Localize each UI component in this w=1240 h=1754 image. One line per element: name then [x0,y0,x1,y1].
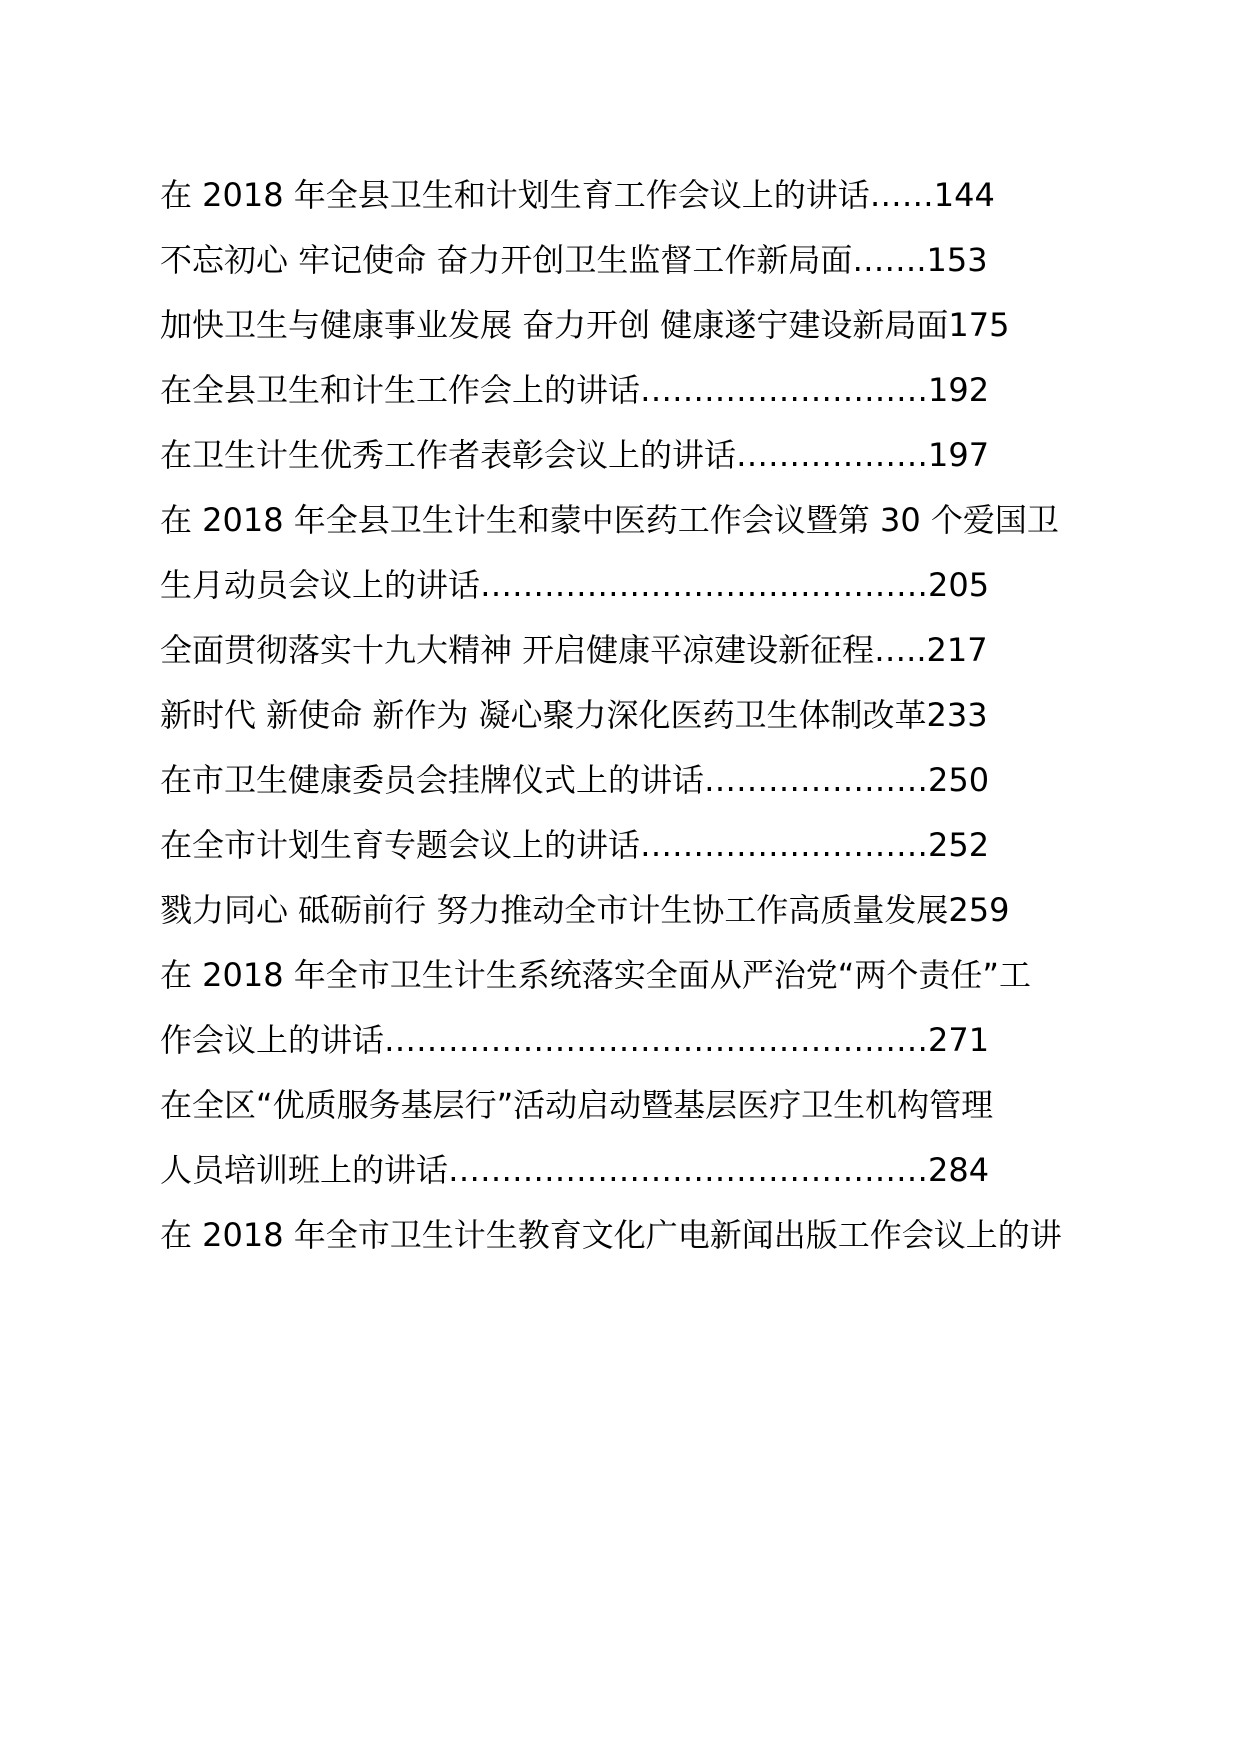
toc-line: 在 2018 年全县卫生和计划生育工作会议上的讲话……144 [160,176,995,214]
toc-line: 在全区“优质服务基层行”活动启动暨基层医疗卫生机构管理 [160,1086,994,1124]
toc-line: 新时代 新使命 新作为 凝心聚力深化医药卫生体制改革233 [160,696,988,734]
toc-line: 在卫生计生优秀工作者表彰会议上的讲话………………197 [160,436,990,474]
toc-line: 在 2018 年全县卫生计生和蒙中医药工作会议暨第 30 个爱国卫 [160,501,1059,539]
toc-line: 加快卫生与健康事业发展 奋力开创 健康遂宁建设新局面175 [160,306,1010,344]
toc-line: 作会议上的讲话……………………………………………271 [160,1021,990,1059]
toc-line: 不忘初心 牢记使命 奋力开创卫生监督工作新局面…….153 [160,241,988,279]
toc-line: 戮力同心 砥砺前行 努力推动全市计生协工作高质量发展259 [160,891,1010,929]
toc-line: 人员培训班上的讲话………………………………………284 [160,1151,990,1189]
toc-line: 生月动员会议上的讲话……………………………………205 [160,566,990,604]
toc-line: 在 2018 年全市卫生计生教育文化广电新闻出版工作会议上的讲 [160,1216,1062,1254]
toc-line: 全面贯彻落实十九大精神 开启健康平凉建设新征程…..217 [160,631,988,669]
toc-line: 在全县卫生和计生工作会上的讲话………………………192 [160,371,990,409]
toc-line: 在 2018 年全市卫生计生系统落实全面从严治党“两个责任”工 [160,956,1031,994]
table-of-contents [160,163,1100,1268]
toc-line: 在市卫生健康委员会挂牌仪式上的讲话…………………250 [160,761,990,799]
toc-line: 在全市计划生育专题会议上的讲话………………………252 [160,826,990,864]
